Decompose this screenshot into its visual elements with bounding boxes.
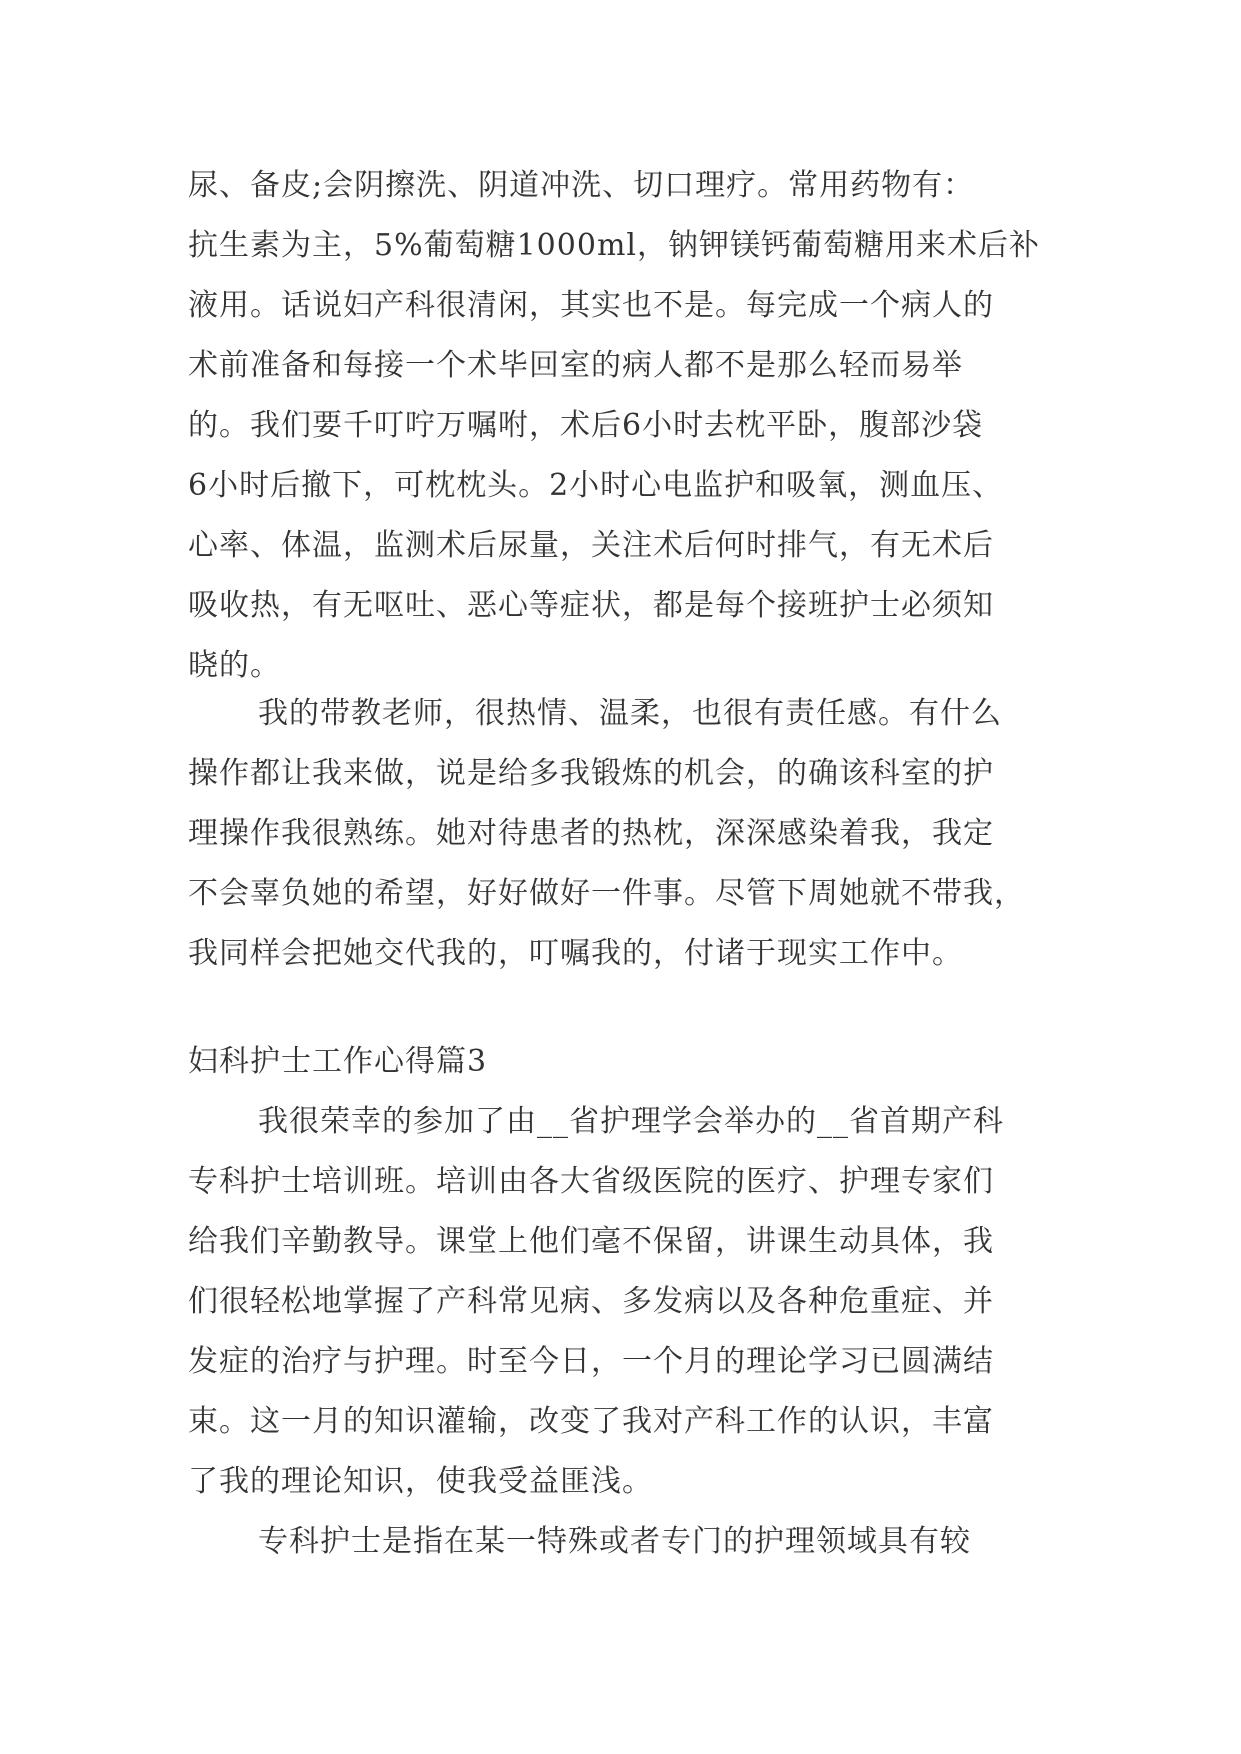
paragraph-postoperative-care bbox=[188, 156, 1058, 696]
text-line: 操作都让我来做，说是给多我锻炼的机会，的确该科室的护 bbox=[188, 756, 994, 791]
paragraph-specialist bbox=[188, 1512, 1058, 1572]
text-line: 液用。话说妇产科很清闲，其实也不是。每完成一个病人的 bbox=[188, 288, 994, 323]
text-line: 不会辜负她的希望，好好做好一件事。尽管下周她就不带我， bbox=[188, 876, 1025, 911]
text-line: 术前准备和每接一个术毕回室的病人都不是那么轻而易举 bbox=[188, 348, 963, 383]
heading-text: 妇科护士工作心得篇3 bbox=[188, 1044, 488, 1079]
text-line: 心率、体温，监测术后尿量，关注术后何时排气，有无术后 bbox=[188, 528, 994, 563]
text-line: 的。我们要千叮咛万嘱咐，术后6小时去枕平卧，腹部沙袋 bbox=[188, 408, 984, 443]
text-line: 我同样会把她交代我的，叮嘱我的，付诸于现实工作中。 bbox=[188, 936, 963, 971]
text-line: 发症的治疗与护理。时至今日，一个月的理论学习已圆满结 bbox=[188, 1344, 994, 1379]
paragraph-training bbox=[188, 1092, 1058, 1512]
text-line: 我很荣幸的参加了由__省护理学会举办的__省首期产科 bbox=[258, 1104, 1004, 1139]
text-line: 晓的。 bbox=[188, 648, 281, 683]
text-line: 专科护士是指在某一特殊或者专门的护理领域具有较 bbox=[258, 1524, 971, 1559]
text-line: 了我的理论知识，使我受益匪浅。 bbox=[188, 1464, 653, 1499]
section-heading bbox=[188, 1032, 1058, 1092]
text-line: 束。这一月的知识灌输，改变了我对产科工作的认识，丰富 bbox=[188, 1404, 994, 1439]
text-line: 理操作我很熟练。她对待患者的热枕，深深感染着我，我定 bbox=[188, 816, 994, 851]
text-line: 给我们辛勤教导。课堂上他们毫不保留，讲课生动具体，我 bbox=[188, 1224, 994, 1259]
paragraph-teacher bbox=[188, 684, 1058, 984]
text-line: 吸收热，有无呕吐、恶心等症状，都是每个接班护士必须知 bbox=[188, 588, 994, 623]
text-line: 抗生素为主，5%葡萄糖1000ml，钠钾镁钙葡萄糖用来术后补 bbox=[188, 228, 1040, 263]
text-line: 专科护士培训班。培训由各大省级医院的医疗、护理专家们 bbox=[188, 1164, 994, 1199]
text-line: 我的带教老师，很热情、温柔，也很有责任感。有什么 bbox=[258, 696, 1002, 731]
text-line: 们很轻松地掌握了产科常见病、多发病以及各种危重症、并 bbox=[188, 1284, 994, 1319]
text-line: 尿、备皮;会阴擦洗、阴道冲洗、切口理疗。常用药物有： bbox=[188, 168, 975, 203]
text-line: 6小时后撤下，可枕枕头。2小时心电监护和吸氧，测血压、 bbox=[188, 468, 1004, 503]
